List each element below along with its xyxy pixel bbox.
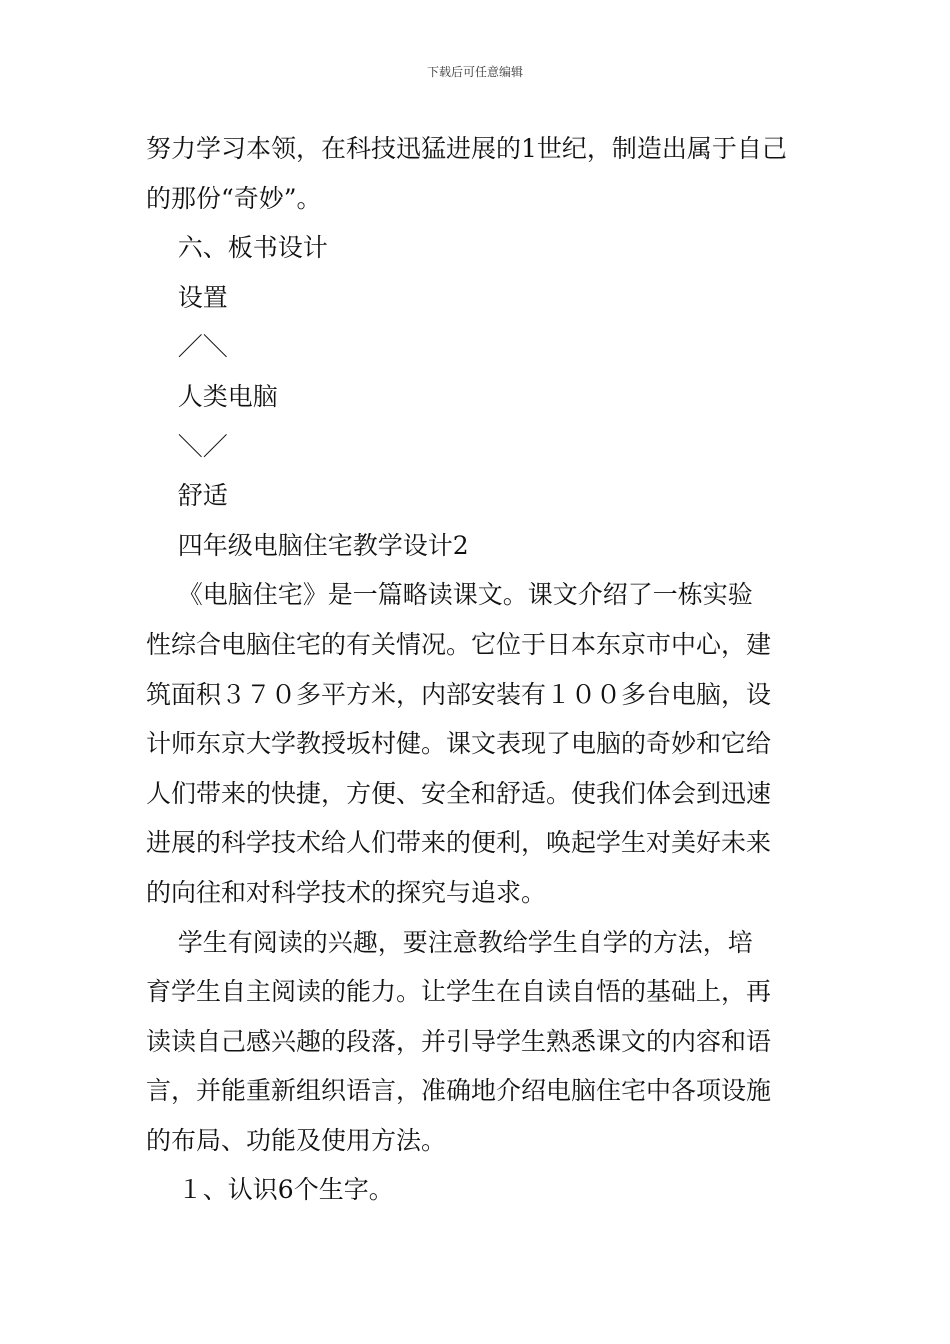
text-line: 人们带来的快捷，方便、安全和舒适。使我们体会到迅速 <box>146 778 772 808</box>
text-line: 学生有阅读的兴趣，要注意教给学生自学的方法，培 <box>146 927 753 957</box>
text-line: 计师东京大学教授坂村健。课文表现了电脑的奇妙和它给 <box>146 729 772 759</box>
board-design-line: 舒适 <box>146 481 228 511</box>
board-design-line: 人类电脑 <box>146 381 278 411</box>
list-item: １、认识6个生字。 <box>146 1175 394 1205</box>
document-body <box>146 124 808 1215</box>
text-line: 言，并能重新组织语言，准确地介绍电脑住宅中各项设施 <box>146 1076 772 1106</box>
section-heading: 六、板书设计 <box>146 233 328 263</box>
text-line: 的布局、功能及使用方法。 <box>146 1125 447 1155</box>
board-design-line: ／＼ <box>146 332 228 362</box>
text-line: 性综合电脑住宅的有关情况。它位于日本东京市中心，建 <box>146 629 772 659</box>
text-line: 《电脑住宅》是一篇略读课文。课文介绍了一栋实验 <box>146 580 753 610</box>
text-line: 努力学习本领，在科技迅猛进展的1世纪，制造出属于自己 <box>146 134 787 163</box>
text-line: 读读自己感兴趣的段落，并引导学生熟悉课文的内容和语 <box>146 1026 772 1056</box>
document-title: 四年级电脑住宅教学设计2 <box>146 530 469 560</box>
text-line: 育学生自主阅读的能力。让学生在自读自悟的基础上，再 <box>146 977 772 1007</box>
text-line: 进展的科学技术给人们带来的便利，唤起学生对美好未来 <box>146 828 772 858</box>
text-line: 筑面积３７０多平方米，内部安装有１００多台电脑，设 <box>146 679 772 709</box>
board-design-line: ＼／ <box>146 431 228 461</box>
text-line: 的那份“奇妙”。 <box>146 183 322 213</box>
header-note: 下载后可任意编辑 <box>426 65 523 79</box>
board-design-line: 设置 <box>146 282 228 312</box>
text-line: 的向往和对科学技术的探究与追求。 <box>146 877 547 907</box>
